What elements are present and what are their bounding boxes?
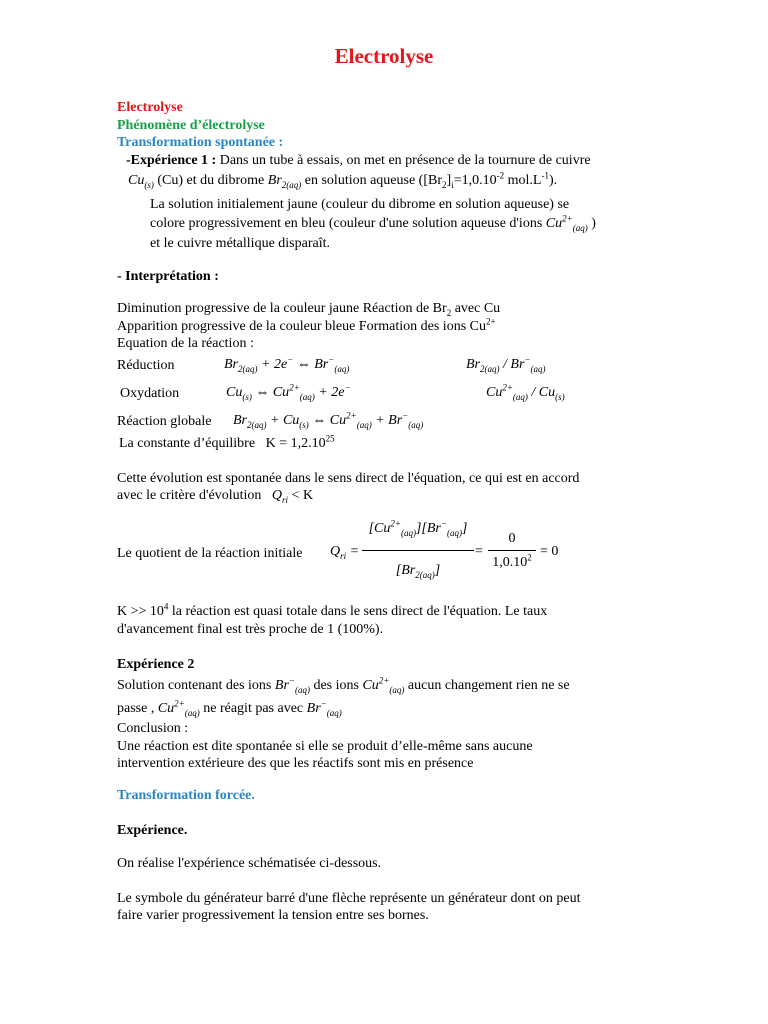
interp-line3: Equation de la réaction : xyxy=(117,336,254,351)
reduction-equation: $Br_{2(aq)} + 2e^-$ ⇔ $Br^-_{(aq)}$ xyxy=(224,354,350,374)
exp2-l1c: aucun changement rien ne se xyxy=(407,678,570,693)
interpretation-label: - Interprétation : xyxy=(117,269,219,284)
value-denominator: 1,0.10$^2$ xyxy=(492,552,532,570)
evolution-line2: avec le critère d'évolution $Q_{ri} < K$ xyxy=(117,488,314,505)
formula-cu2-aq: $Cu^{2+}_{(aq)}$ xyxy=(545,213,588,233)
constante-line: La constante d’équilibre $K = 1,2.10^{25}$ xyxy=(119,433,335,451)
result-zero: = 0 xyxy=(540,544,559,559)
interp-line2: Apparition progressive de la couleur bleue Formation des ions $Cu^{2+}$ xyxy=(117,316,496,334)
heading-electrolyse: Electrolyse xyxy=(117,100,183,115)
quotient-symbol: $Q_{ri}$ = xyxy=(330,544,360,561)
experience-2-line1: Solution contenant des ions $Br^-_{(aq)}$ des ions $Cu^{2+}_{(aq)}$ aucun changement rien ne se xyxy=(117,675,570,695)
interp-line2-text: Apparition progressive de la couleur bleue Formation des ions Cu xyxy=(117,319,486,334)
exp2-l1a: Solution contenant des ions xyxy=(117,678,272,693)
forced-line3: faire varier progressivement la tension entre ses bornes. xyxy=(117,908,429,923)
interp-line1-end: avec Cu xyxy=(454,301,501,316)
interp-line1-text: Diminution progressive de la couleur jaune Réaction de Br xyxy=(117,301,447,316)
experience-2-label: Expérience 2 xyxy=(117,657,195,672)
evolution-line1: Cette évolution est spontanée dans le sens direct de l'équation, ce qui est en accord xyxy=(117,471,580,486)
experience-1-text: Dans un tube à essais, on met en présence de la tournure de cuivre xyxy=(219,153,591,168)
constante-value: K = 1,2.10 xyxy=(265,436,326,451)
oxydation-label: Oxydation xyxy=(120,386,180,401)
experience-1 xyxy=(126,152,591,169)
cu-text: (Cu) et du dibrome xyxy=(157,173,265,188)
conclusion1-line2: d'avancement final est très proche de 1 (100%). xyxy=(117,622,384,637)
evolution-line2-text: avec le critère d'évolution xyxy=(117,488,262,503)
exp2-l1b: des ions xyxy=(313,678,359,693)
formula-br2-aq: $Br_{2(aq)}$ xyxy=(267,173,302,190)
experience-2-line2: passe , $Cu^{2+}_{(aq)}$ ne réagit pas avec $Br^-_{(aq)}$ xyxy=(117,698,342,718)
experience-1-line2: $Cu_{(s)}$ (Cu) et du dibrome $Br_{2(aq)}$ en solution aqueuse ($[Br_2]_i=1,0.10^{-2}$ $mol.L^{-1}$). xyxy=(128,170,558,190)
oxydation-equation: $Cu_{(s)}$ ⇔ $Cu^{2+}_{(aq)} + 2e^-$ xyxy=(226,382,351,402)
interp-line1: Diminution progressive de la couleur jaune Réaction de $Br_2$ avec Cu xyxy=(117,301,501,318)
quotient-label: Le quotient de la réaction initiale xyxy=(117,546,303,561)
experience-1-p2: colore progressivement en bleu (couleur d'une solution aqueuse d'ions $Cu^{2+}_{(aq)}$ ) xyxy=(150,213,596,233)
quotient-fraction-bar xyxy=(362,550,474,551)
forced-experience-label: Expérience. xyxy=(117,823,188,838)
page-title: Electrolyse xyxy=(334,44,434,68)
heading-spontanee: Transformation spontanée : xyxy=(117,135,284,150)
oxydation-couple: $Cu^{2+}_{(aq)} / Cu_{(s)}$ xyxy=(486,382,565,402)
formula-cu-s: $Cu_{(s)}$ xyxy=(128,173,154,190)
experience-2-conclusion-label: Conclusion : xyxy=(117,721,189,736)
globale-equation: $Br_{2(aq)} + Cu_{(s)}$ ⇔ $Cu^{2+}_{(aq)} + Br^-_{(aq)}$ xyxy=(233,410,424,430)
experience-1-p1: La solution initialement jaune (couleur du dibrome en solution aqueuse) se xyxy=(150,197,570,212)
conclusion1-text: la réaction est quasi totale dans le sens direct de l'équation. Le taux xyxy=(171,604,548,619)
conclusion1-line1: $K >> 10^4$ la réaction est quasi totale dans le sens direct de l'équation. Le taux xyxy=(117,601,548,619)
solution-text: en solution aqueuse ([Br xyxy=(304,173,443,188)
zero-numerator: 0 xyxy=(508,531,516,546)
heading-phenomene: Phénomène d’électrolyse xyxy=(117,118,265,133)
experience-1-p2-text: colore progressivement en bleu (couleur d'une solution aqueuse d'ions xyxy=(150,216,543,231)
forced-line1: On réalise l'expérience schématisée ci-dessous. xyxy=(117,856,382,871)
reduction-couple: $Br_{2(aq)} / Br^-_{(aq)}$ xyxy=(466,354,546,374)
heading-forcee: Transformation forcée. xyxy=(117,788,255,803)
experience-1-label: -Expérience 1 : xyxy=(126,153,217,168)
experience-2-conclusion-2: intervention extérieure des que les réactifs sont mis en présence xyxy=(117,756,474,771)
forced-line2: Le symbole du générateur barré d'une flèche représente un générateur dont on peut xyxy=(117,891,581,906)
denominator-text: 1,0.10 xyxy=(492,555,528,570)
equals-sign: = xyxy=(475,544,483,559)
concentration-text: =1,0.10 xyxy=(453,173,497,188)
globale-label: Réaction globale xyxy=(117,414,212,429)
exp2-l2b: ne réagit pas avec xyxy=(203,701,304,716)
k-compare: K >> 10 xyxy=(117,604,164,619)
quotient-numerator: $[Cu^{2+}_{(aq)}][Br^-_{(aq)}]$ xyxy=(368,518,468,538)
reduction-label: Réduction xyxy=(117,358,175,373)
constante-label: La constante d’équilibre xyxy=(119,436,256,451)
experience-1-p3: et le cuivre métallique disparaît. xyxy=(150,236,330,251)
experience-2-conclusion-1: Une réaction est dite spontanée si elle se produit d’elle-même sans aucune xyxy=(117,739,533,754)
value-fraction-bar xyxy=(488,550,536,551)
unit-text: mol.L xyxy=(507,173,542,188)
quotient-denominator: $[Br_{2(aq)}]$ xyxy=(395,563,441,580)
exp2-l2a: passe , xyxy=(117,701,155,716)
